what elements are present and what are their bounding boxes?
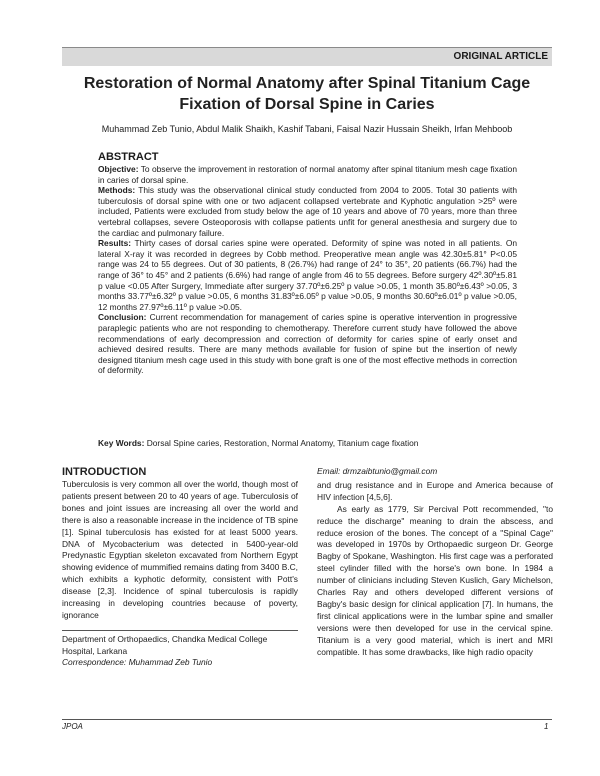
abstract-results bbox=[98, 238, 517, 312]
left-column bbox=[62, 466, 298, 622]
abstract-heading: ABSTRACT bbox=[98, 151, 159, 163]
keywords-text: Dorsal Spine caries, Restoration, Normal Anatomy, Titanium cage fixation bbox=[144, 438, 419, 448]
objective-text: To observe the improvement in restoration of normal anatomy after spinal titanium mesh cage fixation in caries of dorsal spine. bbox=[98, 164, 517, 185]
conclusion-text: Current recommendation for management of caries spine is operative intervention in progressive paraplegic patients who are not responding to chemotherapy. Therefore current study have followed the above recommendations of early decompression and correction of deformity for caries spine of early onset and achieved desired results. There are many methods available for fusion of spine but the insertion of newly designed titanium mesh cage used in this study with bone graft is one of the most effective methods in correction of deformity. bbox=[98, 312, 517, 376]
article-type-bar bbox=[62, 47, 552, 66]
abstract-conclusion bbox=[98, 312, 517, 376]
page-number: 1 bbox=[544, 722, 549, 731]
introduction-text: Tuberculosis is very common all over the world, though most of patients present between 20 to 40 years of age. Tuberculosis of bones and joint issues are increasing all over the world and there is also a reasonable increase in the incidence of TB spine [1]. Spinal tuberculosis has existed for at least 5000 years. DNA of Mycobacterium was detected in 5400-year-old Predynastic Egyptian skeleton excavated from Northern Egypt showing evidence of mummified remains dating from 3400 B.C, which exhibits a kyphotic deformity, consistent with Pott's disease [2,3]. Incidence of spinal tuberculosis is rapidly increasing in developing countries because of poverty, ignorance bbox=[62, 479, 298, 620]
introduction-heading: INTRODUCTION bbox=[62, 466, 147, 478]
conclusion-label: Conclusion: bbox=[98, 312, 147, 323]
affiliation-block bbox=[62, 630, 298, 669]
objective-label: Objective: bbox=[98, 164, 139, 174]
author-list: Muhammad Zeb Tunio, Abdul Malik Shaikh, Kashif Tabani, Faisal Nazir Hussain Sheikh, Irfan Mehboob bbox=[101, 124, 513, 134]
keywords bbox=[98, 438, 517, 448]
footer-rule bbox=[62, 719, 552, 720]
correspondence-text: Correspondence: Muhammad Zeb Tunio bbox=[62, 657, 213, 667]
abstract-methods bbox=[98, 185, 517, 238]
journal-abbrev: JPOA bbox=[62, 722, 83, 731]
results-text: Thirty cases of dorsal caries spine were operated. Deformity of spine was noted in all patients. On lateral X-ray it was recorded in degrees by Cobb method. Preoperative mean angle was 42.30±5.81° P<0.05 range was 24 to 55 degrees. Out of 30 patients, 8 (26.7%) had range of 24° to 35°, 20 patients (66.7%) had the range of 36° to 45° and 2 patients (6.6%) had range of angle from 46 to 55 degrees. Before surgery 42º.30º±5.81 p value <0.05 After Surgery, Immediate after surgery 37.70º±6.25º p value >0.05, 1 month 35.80º±6.43º >0.05, 3 months 33.77º±6.32º p value >0.05, 6 months 31.83º±6.05º p value >0.05, 9 months 30.60º±6.01º p value >0.05, 12 months 27.97º±6.11º p value >0.05. bbox=[98, 238, 517, 312]
right-paragraph-1: and drug resistance and in Europe and America because of HIV infection [4,5,6]. bbox=[317, 479, 553, 502]
affiliation-text: Department of Orthopaedics, Chandka Medical College Hospital, Larkana bbox=[62, 634, 268, 656]
abstract-section bbox=[98, 151, 517, 376]
right-column bbox=[317, 466, 553, 659]
results-label: Results: bbox=[98, 238, 132, 249]
article-type-label: ORIGINAL ARTICLE bbox=[453, 51, 548, 62]
methods-label: Methods: bbox=[98, 185, 136, 196]
correspondence-email: Email: drmzaibtunio@gmail.com bbox=[317, 466, 438, 476]
methods-text: This study was the observational clinical study conducted from 2004 to 2005. Total 30 patients with tuberculosis of dorsal spine with one or two adjacent collapsed vertebrate and Kyphotic angulation >25º were included, Patients were excluded from study below the age of 10 years and above of 70 years, more than three vertebral collapses, severe Osteoporosis with collapse patients unfit for general anesthesia and surgery due to the cardiac and pulmonary failure. bbox=[98, 185, 517, 238]
right-paragraph-2: As early as 1779, Sir Percival Pott recommended, "to reduce the discharge" meaning to drain the abscess, and reduce erosion of the bones. The concept of a "Spinal Cage" was developed in 1970s by Orthopaedic surgeon Dr. George Bagby of Spokane, Washington. His first cage was a perforated steel cylinder filled with the horse's own bone. In 1984 a number of clinicians including Steven Kuslich, Gary Michelson, Charles Ray and others developed different versions of Bagby's basic design for clinical application [7]. In humans, the first clinical applications were in the lumbar spine and smaller versions were then developed for use in the cervical spine. Titanium is a very good material, which is inert and MRI compatible. It has some drawbacks, like high radio opacity bbox=[317, 503, 553, 657]
paper-title: Restoration of Normal Anatomy after Spinal Titanium Cage Fixation of Dorsal Spine in Caries bbox=[83, 75, 531, 113]
abstract-objective bbox=[98, 164, 517, 185]
keywords-label: Key Words: bbox=[98, 438, 145, 448]
